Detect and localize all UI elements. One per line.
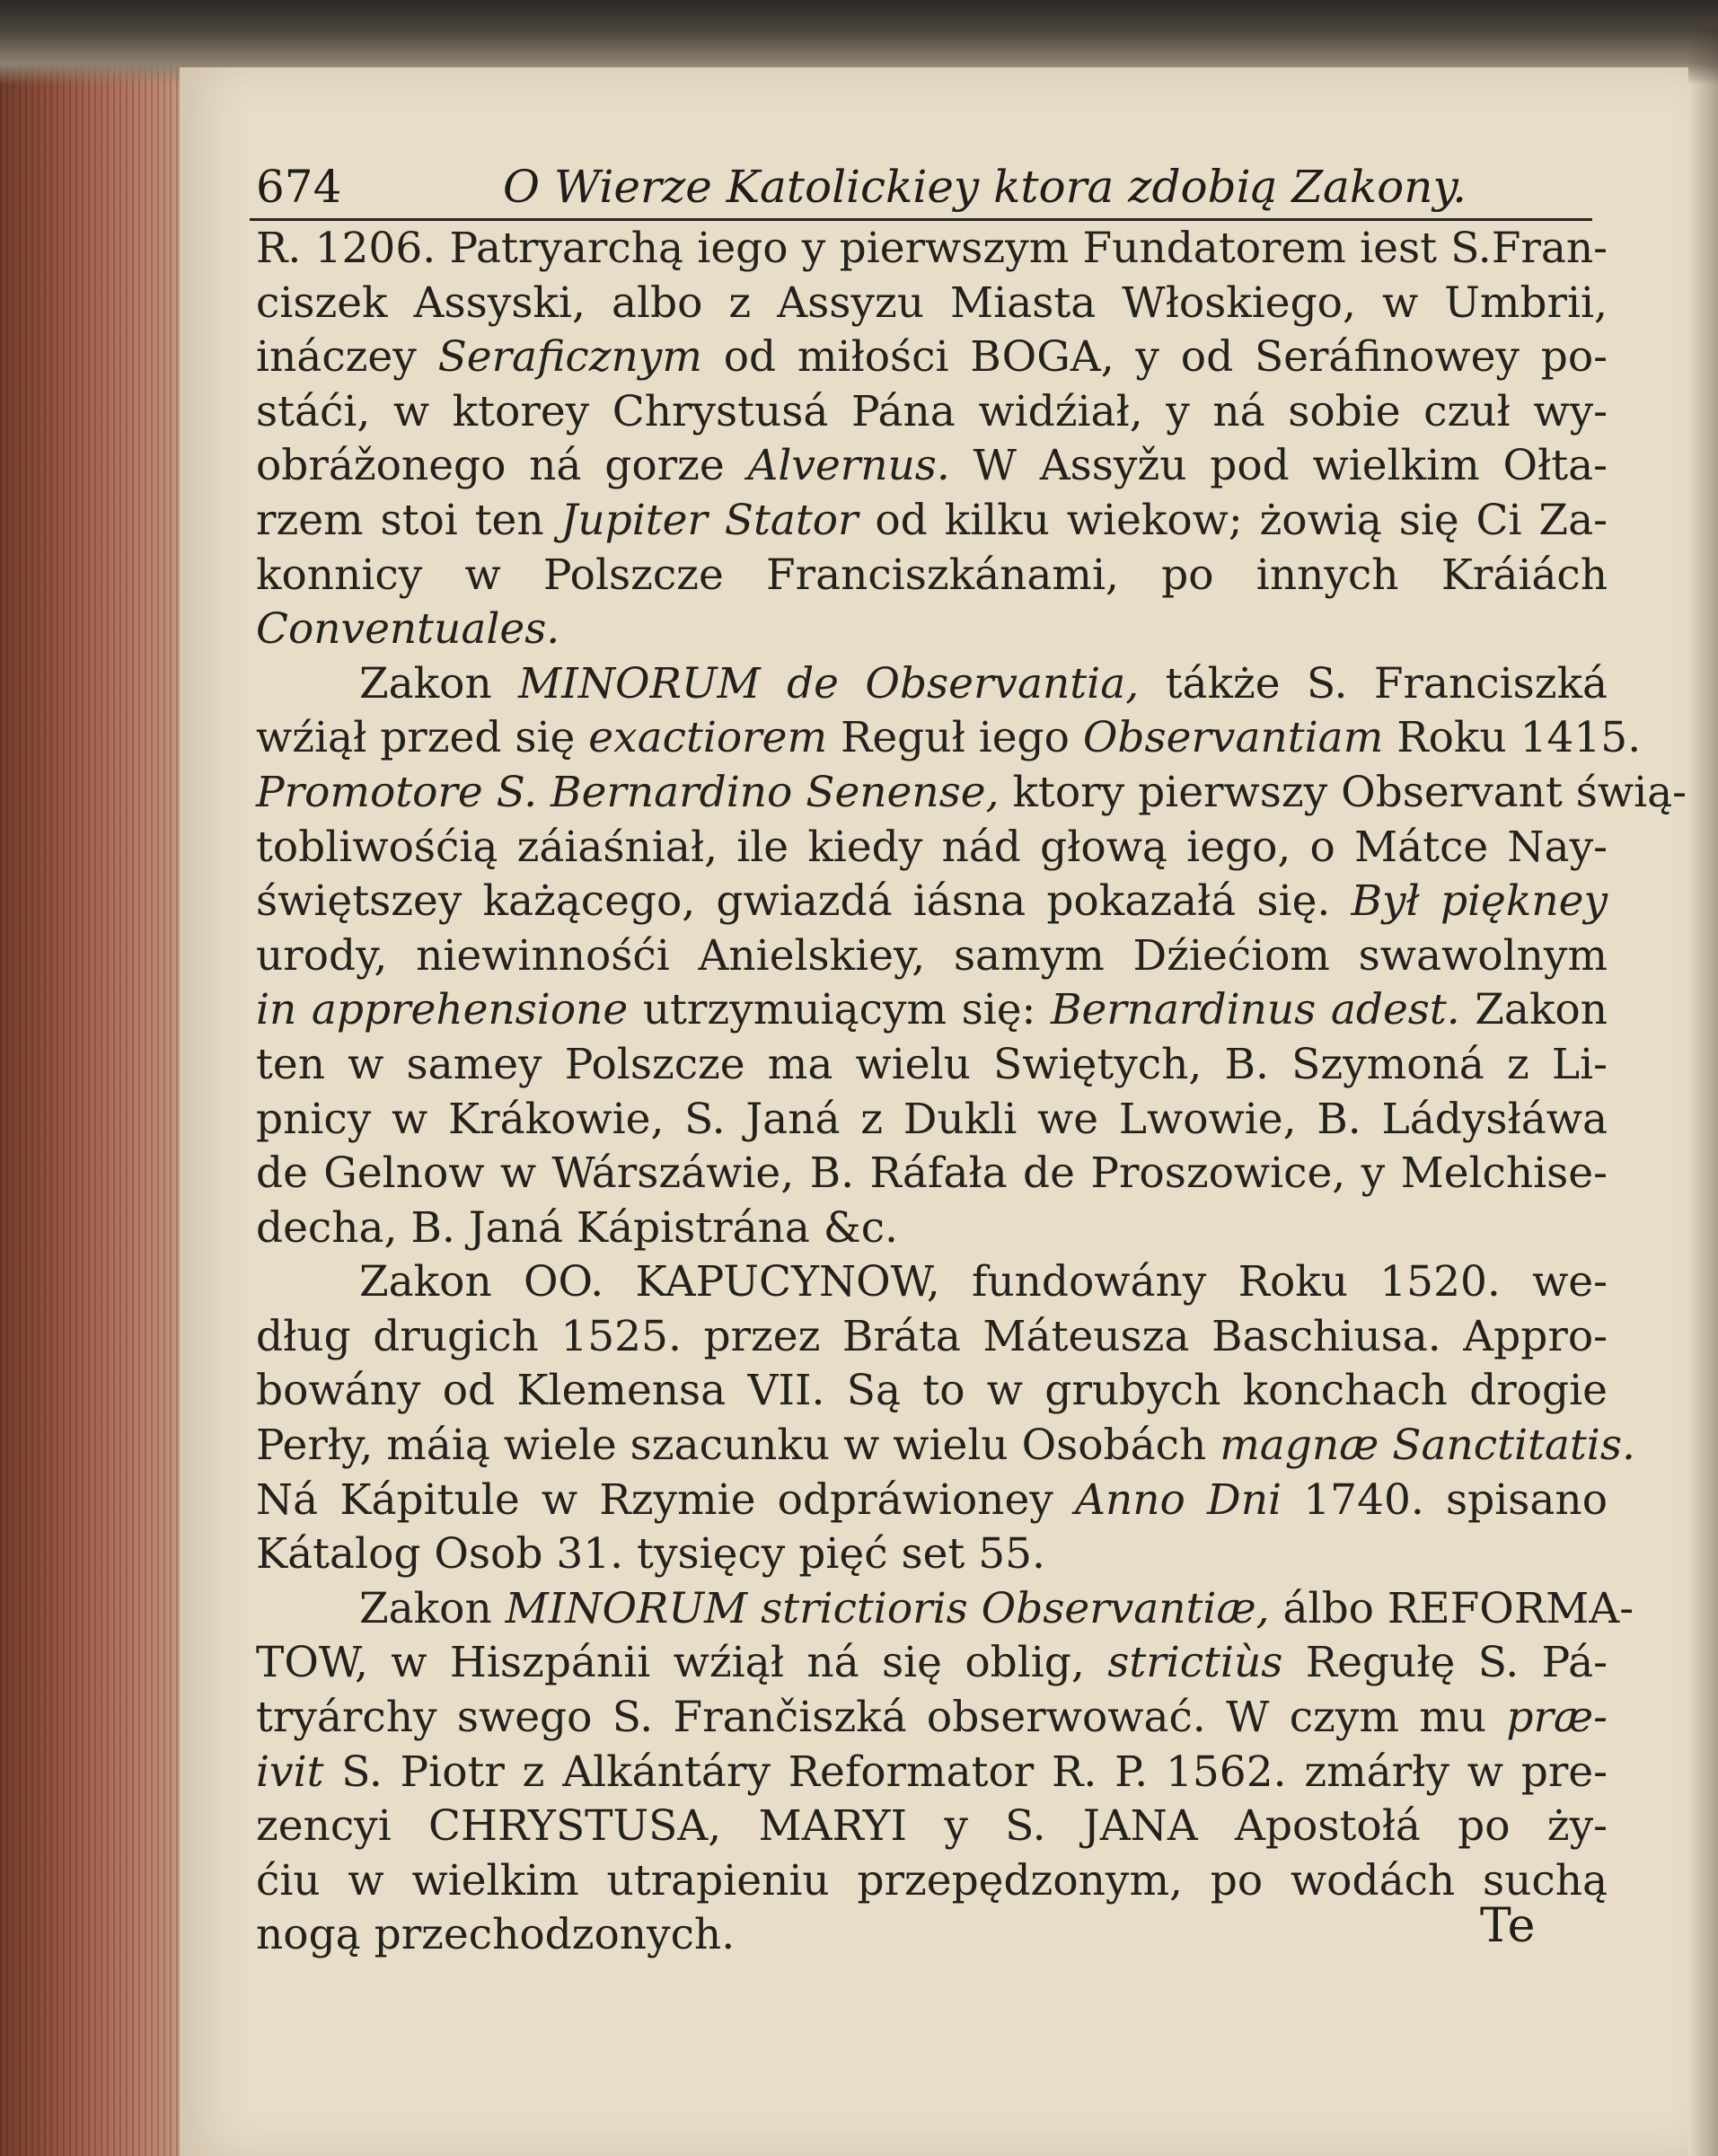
text-segment: wźiął przed się: [256, 713, 589, 763]
text-line: [256, 1201, 1608, 1256]
body-text: [256, 222, 1687, 1963]
text-segment: Zakon: [359, 658, 519, 708]
text-line: [256, 1582, 1634, 1637]
italic-text: Promotore S. Bernardino Senense,: [256, 767, 1000, 817]
text-line: [256, 1691, 1608, 1746]
text-segment: tobliwośćią záiaśniał, ile kiedy nád głową iego, o Mátce Nay-: [256, 822, 1608, 872]
text-line: [256, 1854, 1608, 1909]
text-segment: zencyi CHRYSTUSA, MARYI y S. JANA Apostołá po ży-: [256, 1801, 1608, 1852]
right-shadow: [1687, 27, 1718, 2156]
page-number: 674: [256, 161, 342, 213]
text-segment: Zakon: [1459, 985, 1608, 1035]
text-line: [256, 1908, 1608, 1963]
italic-text: Seraficznym: [437, 332, 702, 383]
text-segment: tákże S. Franciszká: [1139, 658, 1608, 708]
text-line: [256, 277, 1608, 331]
text-line: [256, 1255, 1608, 1310]
text-segment: stáći, w ktorey Chrystusá Pána widźiał, y ná sobie czuł wy-: [256, 386, 1608, 436]
text-segment: ktory pierwszy Observant świą-: [999, 767, 1687, 817]
italic-text: MINORUM strictioris Observantiæ,: [505, 1583, 1270, 1633]
text-line: [256, 603, 1608, 657]
page-header: [256, 160, 1603, 214]
italic-text: præ-: [1506, 1693, 1608, 1743]
text-segment: tryárchy swego S. Frančiszká obserwować. W czym mu: [256, 1693, 1507, 1743]
text-segment: Kátalog Osob 31. tysięcy pięć set 55.: [256, 1529, 1045, 1580]
italic-text: Był piękney: [1351, 876, 1608, 927]
text-segment: utrzymuiącym się:: [628, 985, 1051, 1035]
text-line: [256, 549, 1608, 603]
text-line: [256, 1527, 1608, 1582]
text-line: [256, 1310, 1608, 1365]
text-line: [256, 711, 1642, 766]
text-segment: ciszek Assyski, albo z Assyzu Miasta Włoskiego, w Umbrii,: [256, 277, 1608, 328]
text-segment: od kilku wiekow; żowią się Ci Za-: [858, 495, 1608, 545]
italic-text: MINORUM de Observantia,: [518, 658, 1140, 708]
text-segment: álbo REFORMA-: [1269, 1583, 1634, 1633]
italic-text: Conventuales.: [256, 604, 560, 655]
text-line: [256, 1800, 1608, 1854]
italic-text: Jupiter Stator: [560, 495, 859, 545]
text-segment: ten w samey Polszcze ma wielu Swiętych, B. Szymoná z Li-: [256, 1039, 1608, 1089]
running-title: O Wierze Katolickiey ktora zdobią Zakony.: [503, 161, 1467, 213]
text-line: [256, 657, 1608, 712]
italic-text: Anno Dni: [1075, 1474, 1282, 1525]
text-segment: dług drugich 1525. przez Bráta Máteusza Baschiusa. Appro-: [256, 1311, 1608, 1361]
text-segment: świętszey każącego, gwiazdá iásna pokazałá się.: [256, 876, 1352, 927]
text-line: [256, 1419, 1635, 1474]
text-line: [256, 983, 1608, 1038]
text-segment: Reguł iego: [827, 713, 1083, 763]
text-segment: decha, B. Janá Kápistrána &c.: [256, 1202, 898, 1253]
catchword: Te: [1480, 1899, 1536, 1953]
text-line: [256, 1093, 1608, 1148]
text-segment: od miłości BOGA, y od Seráfinowey po-: [701, 332, 1608, 383]
text-line: [256, 1474, 1608, 1528]
text-segment: Perły, máią wiele szacunku w wielu Osobách: [256, 1421, 1220, 1471]
text-segment: rzem stoi ten: [256, 495, 561, 545]
text-segment: nogą przechodzonych.: [256, 1910, 736, 1960]
italic-text: exactiorem: [588, 713, 828, 763]
text-segment: Ná Kápitule w Rzymie odpráwioney: [256, 1474, 1076, 1525]
text-line: [256, 1636, 1608, 1691]
italic-text: magnæ Sanctitatis.: [1220, 1421, 1635, 1471]
italic-text: strictiùs: [1107, 1638, 1283, 1688]
text-segment: Zakon OO. KAPUCYNOW, fundowány Roku 1520. we-: [359, 1257, 1608, 1307]
text-segment: R. 1206. Patryarchą iego y pierwszym Fundatorem iest S.Fran-: [256, 224, 1608, 273]
text-line: [256, 766, 1687, 821]
text-segment: S. Piotr z Alkántáry Reformator R. P. 1562. zmárły w pre-: [323, 1747, 1608, 1797]
text-line: [256, 330, 1608, 385]
text-segment: ćiu w wielkim utrapieniu przepędzonym, po wodách suchą: [256, 1855, 1608, 1905]
italic-text: ivit: [256, 1747, 324, 1797]
text-segment: Regułę S. Pá-: [1282, 1638, 1608, 1688]
text-line: [256, 1364, 1608, 1419]
italic-text: Bernardinus adest.: [1050, 985, 1460, 1035]
italic-text: Observantiam: [1082, 713, 1384, 763]
text-segment: Zakon: [359, 1583, 506, 1633]
text-segment: 1740. spisano: [1282, 1474, 1608, 1525]
text-line: [256, 222, 1608, 277]
text-segment: obrážonego ná gorze: [256, 441, 748, 491]
text-line: [256, 875, 1608, 929]
text-segment: W Assyžu pod wielkim Ołta-: [949, 441, 1608, 491]
text-segment: TOW, w Hiszpánii wźiął ná się oblig,: [256, 1638, 1108, 1688]
text-line: [256, 821, 1608, 876]
page-edges: [0, 27, 193, 2156]
text-line: [256, 439, 1608, 494]
text-line: [256, 1147, 1608, 1201]
text-segment: konnicy w Polszcze Franciszkánami, po innych Kráiách: [256, 550, 1608, 600]
italic-text: Alvernus.: [747, 441, 950, 491]
text-line: [256, 494, 1608, 549]
text-segment: Roku 1415.: [1383, 713, 1642, 763]
text-line: [256, 385, 1608, 440]
text-segment: bowány od Klemensa VII. Są to w grubych konchach drogie: [256, 1366, 1608, 1416]
text-segment: urody, niewinnośći Anielskiey, samym Dźiećiom swawolnym: [256, 930, 1608, 981]
text-line: [256, 929, 1608, 984]
text-segment: pnicy w Krákowie, S. Janá z Dukli we Lwowie, B. Ládysłáwa: [256, 1094, 1608, 1144]
header-rule: [250, 218, 1592, 221]
text-segment: ináczey: [256, 332, 438, 383]
text-line: [256, 1038, 1608, 1093]
italic-text: in apprehensione: [256, 985, 629, 1035]
text-segment: de Gelnow w Wárszáwie, B. Ráfała de Proszowice, y Melchise-: [256, 1148, 1608, 1199]
text-line: [256, 1746, 1608, 1800]
